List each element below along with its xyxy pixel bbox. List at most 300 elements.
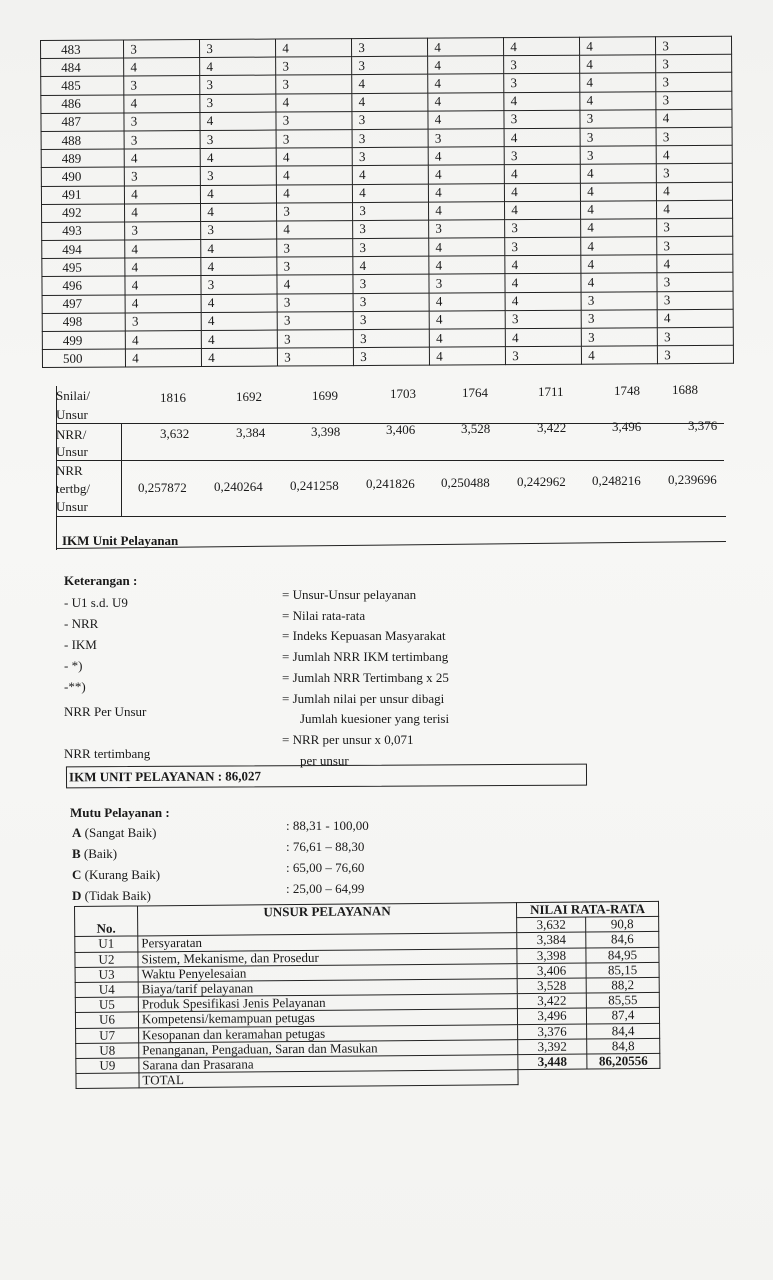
score-cell — [655, 36, 731, 55]
score-value: 4 — [587, 256, 595, 272]
score-cell — [200, 75, 276, 94]
score-cell — [277, 239, 353, 258]
score-value: 3 — [283, 258, 291, 274]
keterangan-value: = Indeks Kepuasan Masyarakat — [282, 628, 446, 644]
unsur-no: U5 — [75, 997, 138, 1013]
score-value: 3 — [664, 346, 671, 362]
score-cell — [125, 240, 201, 259]
score-value: 3 — [587, 292, 595, 308]
score-cell — [124, 130, 200, 149]
unsur-no: U2 — [75, 952, 138, 968]
score-value: 3 — [131, 222, 138, 238]
score-cell — [428, 92, 504, 111]
score-cell — [429, 329, 505, 348]
snilai-label-2: Unsur — [56, 407, 88, 422]
score-cell — [656, 127, 732, 146]
nrr-value: 3,496 — [612, 418, 642, 434]
score-value: 4 — [131, 295, 139, 311]
keterangan-value: = Jumlah NRR IKM tertimbang — [282, 649, 449, 665]
keterangan-value: = NRR per unsur x 0,071 — [282, 731, 414, 747]
score-value: 3 — [588, 329, 595, 345]
nrr-label-2: Unsur — [56, 444, 88, 459]
score-value: 3 — [359, 312, 367, 328]
respondent-id: 485 — [41, 76, 124, 95]
score-cell — [125, 294, 201, 313]
unsur-ikm: 85,15 — [586, 962, 659, 978]
total-label: TOTAL — [139, 1070, 518, 1088]
mutu-grade — [72, 888, 151, 904]
score-cell — [201, 330, 277, 349]
unsur-no: U3 — [75, 967, 138, 983]
score-value: 4 — [131, 204, 138, 220]
ikm-unit-label: IKM Unit Pelayanan — [62, 533, 179, 548]
score-value: 3 — [283, 203, 290, 219]
score-cell — [505, 274, 581, 293]
score-value: 4 — [510, 93, 518, 109]
score-cell — [428, 201, 504, 220]
unsur-name: Sarana dan Prasarana — [139, 1055, 518, 1073]
respondent-id: 492 — [42, 204, 125, 223]
keterangan-value: = Nilai rata-rata — [282, 607, 366, 623]
score-cell — [428, 129, 504, 148]
unsur-ikm: 88,2 — [586, 977, 659, 993]
score-cell — [580, 55, 656, 74]
unsur-table — [74, 901, 661, 1089]
respondent-id: 490 — [41, 167, 124, 186]
score-value: 3 — [360, 330, 367, 346]
score-value: 4 — [510, 129, 518, 145]
respondent-id: 486 — [41, 95, 124, 114]
no-header-top — [75, 906, 138, 922]
unsur-name: Produk Spesifikasi Jenis Pelayanan — [138, 994, 517, 1012]
respondent-id: 491 — [41, 185, 124, 204]
score-cell — [581, 310, 657, 329]
score-value: 4 — [207, 186, 214, 202]
score-cell — [200, 148, 276, 167]
keterangan-value: per unsur — [300, 752, 349, 768]
unsur-name: Persyaratan — [138, 933, 517, 951]
respondent-id: 499 — [42, 331, 125, 350]
score-cell — [276, 130, 352, 149]
score-cell — [656, 91, 732, 110]
score-cell — [429, 238, 505, 257]
score-cell — [656, 73, 732, 92]
score-value: 3 — [358, 130, 366, 146]
score-cell — [277, 311, 353, 330]
score-cell — [580, 146, 656, 165]
score-value: 4 — [359, 185, 366, 201]
mutu-title: Mutu Pelayanan : — [70, 805, 170, 820]
score-value: 3 — [662, 55, 669, 71]
snilai-value: 1748 — [614, 382, 640, 398]
score-value: 3 — [359, 221, 366, 237]
score-cell — [580, 182, 656, 201]
score-value: 3 — [282, 76, 290, 92]
score-value: 4 — [436, 330, 443, 346]
score-value: 3 — [282, 131, 290, 147]
respondent-id: 493 — [42, 222, 125, 241]
score-value: 4 — [662, 110, 670, 126]
keterangan-key: - IKM — [64, 637, 97, 652]
unsur-nrr: 3,384 — [517, 932, 586, 948]
unsur-name: Sistem, Mekanisme, dan Prosedur — [138, 948, 517, 966]
unsur-total-row — [76, 1068, 660, 1088]
unsur-nrr: 3,528 — [517, 978, 586, 994]
score-cell — [277, 275, 353, 294]
score-value: 4 — [586, 74, 594, 90]
keterangan-value: = Jumlah NRR Tertimbang x 25 — [282, 669, 449, 685]
score-cell — [429, 256, 505, 275]
score-cell — [504, 92, 580, 111]
score-cell — [124, 76, 200, 95]
score-value: 3 — [510, 111, 518, 127]
score-value: 3 — [663, 219, 670, 235]
mutu-grade-desc: (Tidak Baik) — [81, 888, 151, 903]
score-cell — [505, 219, 581, 238]
score-cell — [657, 255, 733, 274]
score-value: 4 — [207, 240, 215, 256]
score-cell — [201, 275, 277, 294]
score-cell — [428, 74, 504, 93]
score-value: 3 — [358, 57, 365, 73]
score-value: 4 — [282, 94, 290, 110]
mutu-grade-desc: (Sangat Baik) — [81, 825, 157, 840]
nrr-tertimbang-value: 0,241258 — [290, 477, 339, 493]
score-cell — [277, 293, 353, 312]
keterangan-key: NRR tertimbang — [64, 746, 151, 761]
score-value: 3 — [283, 240, 291, 256]
score-value: 4 — [511, 275, 519, 291]
unsur-no: U6 — [75, 1012, 138, 1028]
score-value: 4 — [130, 150, 138, 166]
score-value: 3 — [206, 131, 214, 147]
score-cell — [505, 237, 581, 256]
respondent-id: 484 — [41, 58, 124, 77]
unsur-no: U8 — [76, 1043, 139, 1059]
score-cell — [276, 93, 352, 112]
score-cell — [200, 94, 276, 113]
score-value: 3 — [283, 312, 291, 328]
mutu-grade-letter: D — [72, 888, 82, 903]
score-cell — [275, 39, 351, 58]
score-value: 4 — [511, 184, 518, 200]
score-cell — [124, 58, 200, 77]
score-cell — [200, 39, 276, 58]
score-cell — [428, 183, 504, 202]
score-value: 3 — [359, 203, 366, 219]
score-value: 3 — [130, 113, 138, 129]
divider — [56, 516, 726, 517]
respondent-id: 495 — [42, 258, 125, 277]
mutu-grade — [72, 867, 160, 883]
score-value: 4 — [434, 57, 441, 73]
nrr-tertimbang-value: 0,257872 — [138, 480, 187, 495]
unsur-ikm: 84,8 — [587, 1038, 660, 1054]
score-cell — [656, 145, 732, 164]
score-value: 4 — [586, 38, 593, 54]
score-cell — [580, 164, 656, 183]
score-value: 4 — [207, 258, 215, 274]
score-cell — [581, 328, 657, 347]
score-value: 3 — [284, 331, 291, 347]
score-cell — [124, 149, 200, 168]
score-value: 3 — [359, 239, 367, 255]
score-cell — [125, 276, 201, 295]
respondent-id: 497 — [42, 295, 125, 314]
score-cell — [580, 128, 656, 147]
score-cell — [200, 112, 276, 131]
score-cell — [201, 294, 277, 313]
score-value: 4 — [586, 92, 594, 108]
score-value: 4 — [206, 149, 214, 165]
mutu-grade — [72, 825, 156, 841]
score-value: 4 — [207, 295, 215, 311]
left-border — [56, 386, 57, 550]
score-value: 3 — [206, 95, 214, 111]
score-cell — [504, 183, 580, 202]
score-value: 3 — [360, 348, 367, 364]
mutu-range: : 88,31 - 100,00 — [286, 818, 369, 833]
score-value: 4 — [435, 311, 443, 327]
score-cell — [125, 203, 201, 222]
score-cell — [505, 255, 581, 274]
nrr-value: 3,384 — [236, 424, 266, 440]
score-value: 4 — [131, 259, 139, 275]
nrrt-label-2: tertbg/ — [56, 481, 90, 496]
score-value: 4 — [587, 238, 595, 254]
score-cell — [429, 292, 505, 311]
score-cell — [201, 239, 277, 258]
score-value: 4 — [586, 56, 593, 72]
score-value: 3 — [511, 220, 518, 236]
score-cell — [353, 311, 429, 330]
score-value: 3 — [282, 58, 289, 74]
nrr-value: 3,376 — [688, 417, 718, 433]
score-value: 3 — [284, 349, 291, 365]
snilai-value: 1764 — [462, 385, 488, 401]
score-value: 3 — [359, 294, 367, 310]
score-cell — [276, 166, 352, 185]
score-value: 3 — [435, 221, 442, 237]
unsur-name: Kompetensi/kemampuan petugas — [138, 1009, 517, 1027]
mutu-grade-desc: (Kurang Baik) — [81, 867, 161, 882]
score-value: 4 — [130, 59, 137, 75]
keterangan-key: NRR Per Unsur — [64, 704, 147, 719]
score-cell — [581, 219, 657, 238]
score-cell — [277, 220, 353, 239]
score-value: 3 — [663, 274, 671, 290]
score-value: 4 — [511, 165, 518, 182]
score-cell — [276, 184, 352, 203]
mutu-range: : 25,00 – 64,99 — [286, 881, 365, 896]
score-cell — [124, 94, 200, 113]
score-value: 4 — [663, 201, 670, 217]
score-value: 4 — [587, 165, 594, 181]
score-value: 4 — [207, 313, 215, 329]
score-value: 4 — [434, 148, 442, 164]
score-value: 4 — [283, 221, 290, 237]
unsur-nrr: 3,448 — [518, 1054, 587, 1070]
score-value: 4 — [207, 204, 214, 220]
respondent-id: 496 — [42, 276, 125, 295]
score-cell — [429, 310, 505, 329]
score-cell — [352, 184, 428, 203]
score-cell — [656, 200, 732, 219]
score-cell — [201, 348, 277, 367]
score-value: 4 — [130, 95, 138, 111]
score-cell — [353, 238, 429, 257]
score-value: 4 — [358, 75, 366, 92]
score-cell — [124, 167, 200, 186]
score-value: 3 — [358, 39, 365, 55]
score-cell — [352, 75, 428, 94]
score-value: 4 — [359, 257, 367, 273]
score-value: 3 — [206, 76, 214, 92]
score-cell — [201, 221, 277, 240]
score-cell — [581, 237, 657, 256]
nrr-value: 3,528 — [461, 421, 491, 437]
nrr-tertimbang-value: 0,239696 — [668, 471, 717, 487]
unsur-no: U9 — [76, 1058, 139, 1074]
score-cell — [505, 346, 581, 365]
score-cell — [353, 293, 429, 312]
score-value: 4 — [587, 220, 594, 236]
score-cell — [657, 273, 733, 292]
score-value: 4 — [663, 183, 670, 199]
score-value: 4 — [434, 39, 441, 55]
unsur-ikm: 84,95 — [586, 947, 659, 963]
score-cell — [581, 273, 657, 292]
score-cell — [353, 256, 429, 275]
score-value: 4 — [434, 75, 442, 91]
keterangan-key: - U1 s.d. U9 — [64, 595, 128, 610]
score-value: 4 — [588, 347, 595, 363]
score-value: 4 — [435, 166, 442, 182]
score-value: 3 — [206, 40, 213, 56]
score-cell — [581, 255, 657, 274]
score-cell — [504, 128, 580, 147]
score-cell — [277, 330, 353, 349]
nrr-value: 3,632 — [160, 426, 190, 441]
score-cell — [276, 202, 352, 221]
score-cell — [579, 37, 655, 56]
score-cell — [125, 312, 201, 331]
score-cell — [125, 349, 201, 368]
score-cell — [200, 57, 276, 76]
unsur-nrr: 3,392 — [518, 1039, 587, 1055]
response-row — [42, 345, 733, 367]
snilai-value: 1703 — [390, 386, 416, 402]
score-value: 4 — [436, 348, 443, 364]
unsur-name: Biaya/tarif pelayanan — [138, 979, 517, 997]
score-cell — [276, 148, 352, 167]
score-cell — [277, 257, 353, 276]
mutu-grade-desc: (Baik) — [80, 846, 118, 861]
score-value: 3 — [131, 313, 139, 329]
label-column-border — [121, 423, 122, 517]
nrr-label-1: NRR/ — [56, 427, 87, 442]
respondent-id: 498 — [42, 313, 125, 332]
score-cell — [353, 329, 429, 348]
score-cell — [504, 110, 580, 129]
score-cell — [352, 111, 428, 130]
unsur-nrr: 3,406 — [517, 963, 586, 979]
score-cell — [581, 346, 657, 365]
nrr-value: 3,422 — [537, 420, 567, 435]
keterangan-title: Keterangan : — [64, 573, 138, 588]
unsur-ikm: 85,55 — [586, 993, 659, 1009]
score-cell — [352, 129, 428, 148]
keterangan-value: = Jumlah nilai per unsur dibagi — [282, 690, 445, 706]
respondent-id: 500 — [42, 349, 125, 368]
score-cell — [505, 310, 581, 329]
score-value: 3 — [510, 75, 518, 91]
responses-table — [40, 36, 734, 369]
unsur-name: Kesopanan dan keramahan petugas — [139, 1024, 518, 1042]
score-value: 4 — [131, 241, 139, 257]
score-cell — [125, 258, 201, 277]
score-cell — [656, 109, 732, 128]
score-value: 4 — [663, 255, 671, 272]
score-cell — [429, 347, 505, 366]
score-value: 3 — [662, 128, 670, 144]
nrr-tertimbang-value: 0,248216 — [592, 472, 641, 488]
score-cell — [503, 37, 579, 56]
score-value: 4 — [435, 184, 442, 200]
divider — [56, 460, 724, 461]
unsur-no: U1 — [75, 936, 138, 952]
nrr-tertimbang-value: 0,250488 — [441, 475, 490, 491]
score-cell — [276, 111, 352, 130]
unsur-ikm: 84,4 — [587, 1023, 660, 1039]
score-cell — [201, 312, 277, 331]
score-cell — [124, 112, 200, 131]
ikm-total-box: IKM UNIT PELAYANAN : 86,027 — [66, 764, 587, 789]
nrr-value: 3,398 — [311, 423, 341, 439]
mutu-grade — [72, 846, 117, 862]
score-cell — [276, 57, 352, 76]
nilai-header: NILAI RATA-RATA — [516, 901, 658, 917]
score-value: 3 — [663, 292, 671, 308]
score-cell — [352, 165, 428, 184]
score-value: 3 — [358, 148, 366, 164]
score-cell — [580, 73, 656, 92]
score-cell — [505, 292, 581, 311]
keterangan-key: - *) — [64, 658, 83, 673]
score-cell — [201, 257, 277, 276]
unsur-no: U4 — [75, 982, 138, 998]
score-cell — [125, 221, 201, 240]
score-value: 4 — [131, 186, 138, 202]
score-cell — [580, 109, 656, 128]
score-value: 3 — [663, 237, 671, 253]
score-value: 4 — [208, 349, 215, 365]
score-cell — [352, 56, 428, 75]
respondent-id: 489 — [41, 149, 124, 168]
score-value: 3 — [358, 112, 366, 128]
score-value: 4 — [358, 94, 366, 110]
mutu-range: : 76,61 – 88,30 — [286, 839, 365, 854]
score-value: 3 — [586, 129, 594, 145]
score-value: 4 — [435, 202, 442, 218]
score-value: 4 — [435, 257, 443, 273]
score-value: 3 — [130, 77, 138, 93]
mutu-grade-letter: B — [72, 846, 81, 861]
unsur-nrr: 3,422 — [517, 993, 586, 1009]
score-value: 3 — [510, 147, 518, 163]
score-value: 3 — [586, 110, 594, 127]
score-value: 3 — [130, 41, 137, 57]
